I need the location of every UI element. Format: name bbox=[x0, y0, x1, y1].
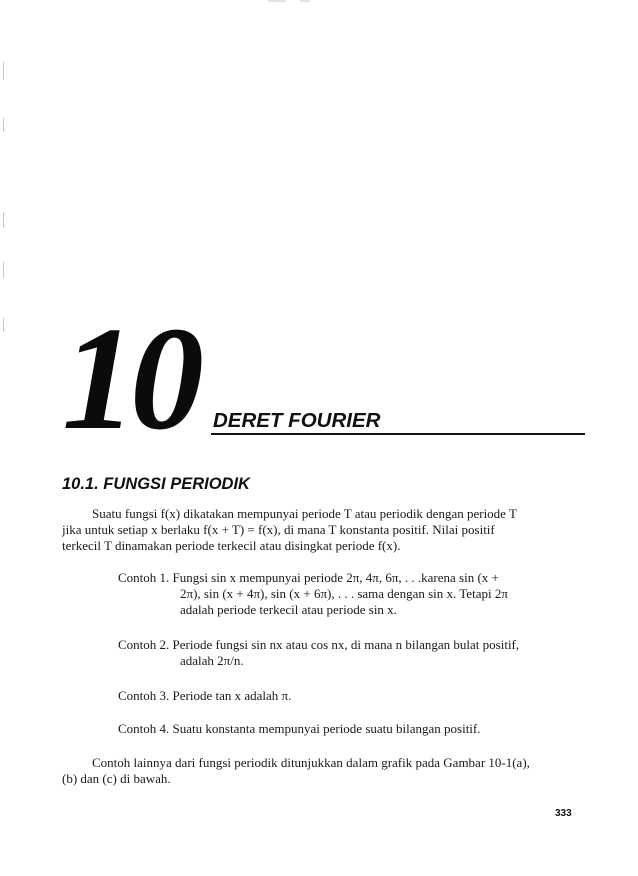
chapter-title: DERET FOURIER bbox=[213, 409, 381, 432]
chapter-number: 10 bbox=[62, 297, 198, 461]
closing-line: Contoh lainnya dari fungsi periodik ditunjukkan dalam grafik pada Gambar 10-1(a), bbox=[92, 755, 530, 770]
scan-mark bbox=[3, 62, 4, 80]
scan-mark bbox=[268, 0, 286, 2]
intro-line: jika untuk setiap x berlaku f(x + T) = f(x), di mana T konstanta positif. Nilai positif bbox=[62, 522, 495, 537]
example-line: Contoh 3. Periode tan x adalah π. bbox=[118, 688, 292, 703]
page-number: 333 bbox=[555, 808, 572, 819]
chapter-title-rule bbox=[211, 433, 585, 435]
section-heading: 10.1. FUNGSI PERIODIK bbox=[62, 475, 250, 493]
scan-mark bbox=[3, 212, 4, 228]
scan-mark bbox=[3, 262, 4, 278]
scan-mark bbox=[3, 318, 4, 332]
example-line: 2π), sin (x + 4π), sin (x + 6π), . . . sama dengan sin x. Tetapi 2π bbox=[180, 586, 508, 601]
scan-mark bbox=[300, 0, 310, 2]
closing-line: (b) dan (c) di bawah. bbox=[62, 771, 171, 786]
example-line: Contoh 2. Periode fungsi sin nx atau cos nx, di mana n bilangan bulat positif, bbox=[118, 637, 520, 652]
intro-line: Suatu fungsi f(x) dikatakan mempunyai periode T atau periodik dengan periode T bbox=[92, 506, 517, 521]
example-line: Contoh 4. Suatu konstanta mempunyai periode suatu bilangan positif. bbox=[118, 721, 481, 736]
scan-mark bbox=[3, 118, 4, 132]
example-line: adalah periode terkecil atau periode sin x. bbox=[180, 602, 397, 617]
intro-line: terkecil T dinamakan periode terkecil atau disingkat periode f(x). bbox=[62, 538, 401, 553]
example-line: Contoh 1. Fungsi sin x mempunyai periode 2π, 4π, 6π, . . .karena sin (x + bbox=[118, 570, 499, 585]
example-line: adalah 2π/n. bbox=[180, 653, 244, 668]
